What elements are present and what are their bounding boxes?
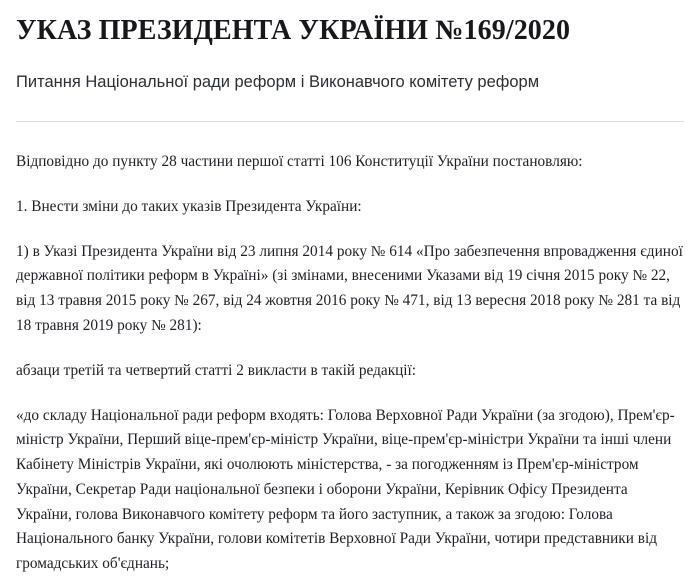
paragraph-item-1: 1. Внести зміни до таких указів Президента України: <box>16 197 362 215</box>
document-body <box>16 150 684 577</box>
title-divider <box>16 121 684 122</box>
page-title: УКАЗ ПРЕЗИДЕНТА УКРАЇНИ №169/2020 <box>16 15 571 46</box>
document-subtitle: Питання Національної ради реформ і Виконавчого комітету реформ <box>16 72 540 91</box>
paragraph-council-composition: «до складу Національної ради реформ входять: Голова Верховної Ради України (за згодою), Прем'єр-міністр України, Перший віце-прем'єр-міністр України, віце-прем'єр-міністри України та інші члени Кабінету Міністрів України, які очолюють міністерства, - за погодженням із Прем'єр-міністром України, Секретар Ради національної безпеки і оборони України, Керівник Офісу Президента України, голова Виконавчого комітету реформ та його заступник, а також за згодою: Голова Національного банку України, голови комітетів Верховної Ради України, чотири представники від громадських об'єднань; <box>16 406 675 573</box>
paragraph-amendment-lead: абзаци третій та четвертий статті 2 викласти в такій редакції: <box>16 361 417 379</box>
paragraph-item-1-1: 1) в Указі Президента України від 23 липня 2014 року № 614 «Про забезпечення впровадження єдиної державної політики реформ в Україні» (зі змінами, внесеними Указами від 19 січня 2015 року № 22, від 13 травня 2015 року № 267, від 24 жовтня 2016 року № 471, від 13 вересня 2018 року № 281 та від 18 травня 2019 року № 281): <box>16 242 683 334</box>
paragraph-intro: Відповідно до пункту 28 частини першої статті 106 Конституції України постановляю: <box>16 153 583 171</box>
